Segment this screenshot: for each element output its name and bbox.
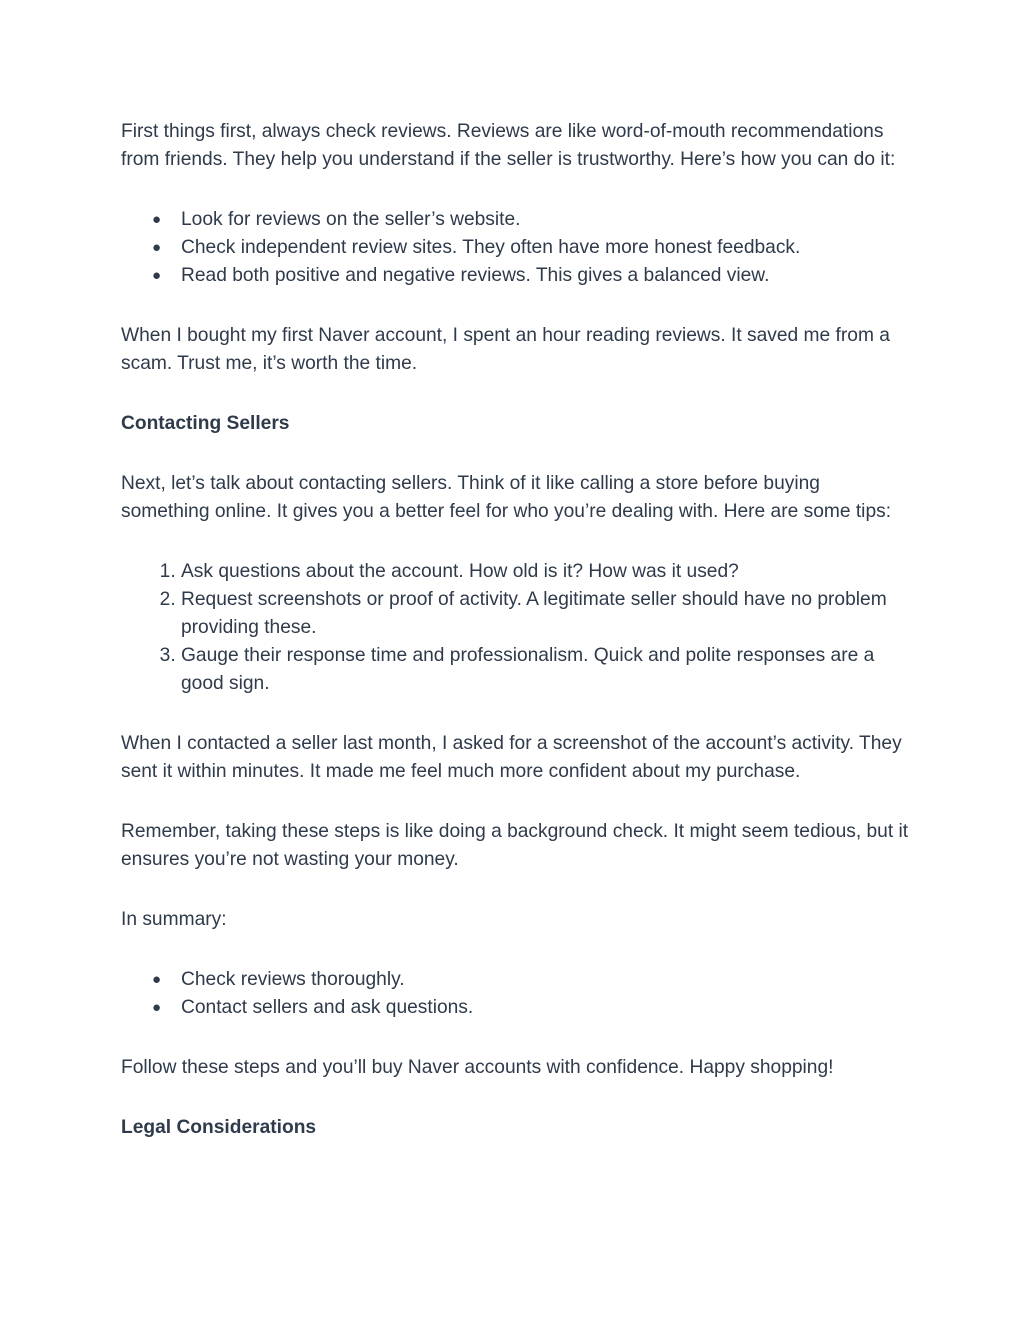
legal-considerations-heading: Legal Considerations: [121, 1117, 317, 1138]
list-item: ● Read both positive and negative reviews. This gives a balanced view.: [181, 262, 911, 290]
summary-list: [121, 966, 911, 1022]
list-item: 2. Request screenshots or proof of activity. A legitimate seller should have no problem providing these.: [181, 586, 911, 642]
list-item: ● Check independent review sites. They often have more honest feedback.: [181, 234, 911, 262]
review-tips-list: [121, 206, 911, 290]
summary-label: In summary:: [121, 909, 227, 930]
list-item: ● Contact sellers and ask questions.: [181, 994, 911, 1022]
closing-paragraph: Follow these steps and you’ll buy Naver accounts with confidence. Happy shopping!: [121, 1057, 834, 1078]
remember-paragraph: Remember, taking these steps is like doing a background check. It might seem tedious, but it ensures you’re not wasting your money.: [121, 821, 909, 870]
contacting-intro-paragraph: Next, let’s talk about contacting sellers. Think of it like calling a store before buying something online. It gives you a better feel for who you’re dealing with. Here are some tips:: [121, 473, 892, 522]
list-item: ● Check reviews thoroughly.: [181, 966, 911, 994]
intro-paragraph: First things first, always check reviews. Reviews are like word-of-mouth recommendations from friends. They help you understand if the seller is trustworthy. Here’s how you can do it:: [121, 121, 896, 170]
list-item: ● Look for reviews on the seller’s website.: [181, 206, 911, 234]
document-page: [121, 118, 911, 1174]
contacting-tips-list: [121, 558, 911, 698]
contacting-sellers-heading: Contacting Sellers: [121, 413, 290, 434]
list-item: 3. Gauge their response time and professionalism. Quick and polite responses are a good sign.: [181, 642, 911, 698]
reviews-anecdote-paragraph: When I bought my first Naver account, I spent an hour reading reviews. It saved me from a scam. Trust me, it’s worth the time.: [121, 325, 890, 374]
list-item: 1. Ask questions about the account. How old is it? How was it used?: [181, 558, 911, 586]
contact-anecdote-paragraph: When I contacted a seller last month, I asked for a screenshot of the account’s activity. They sent it within minutes. It made me feel much more confident about my purchase.: [121, 733, 902, 782]
